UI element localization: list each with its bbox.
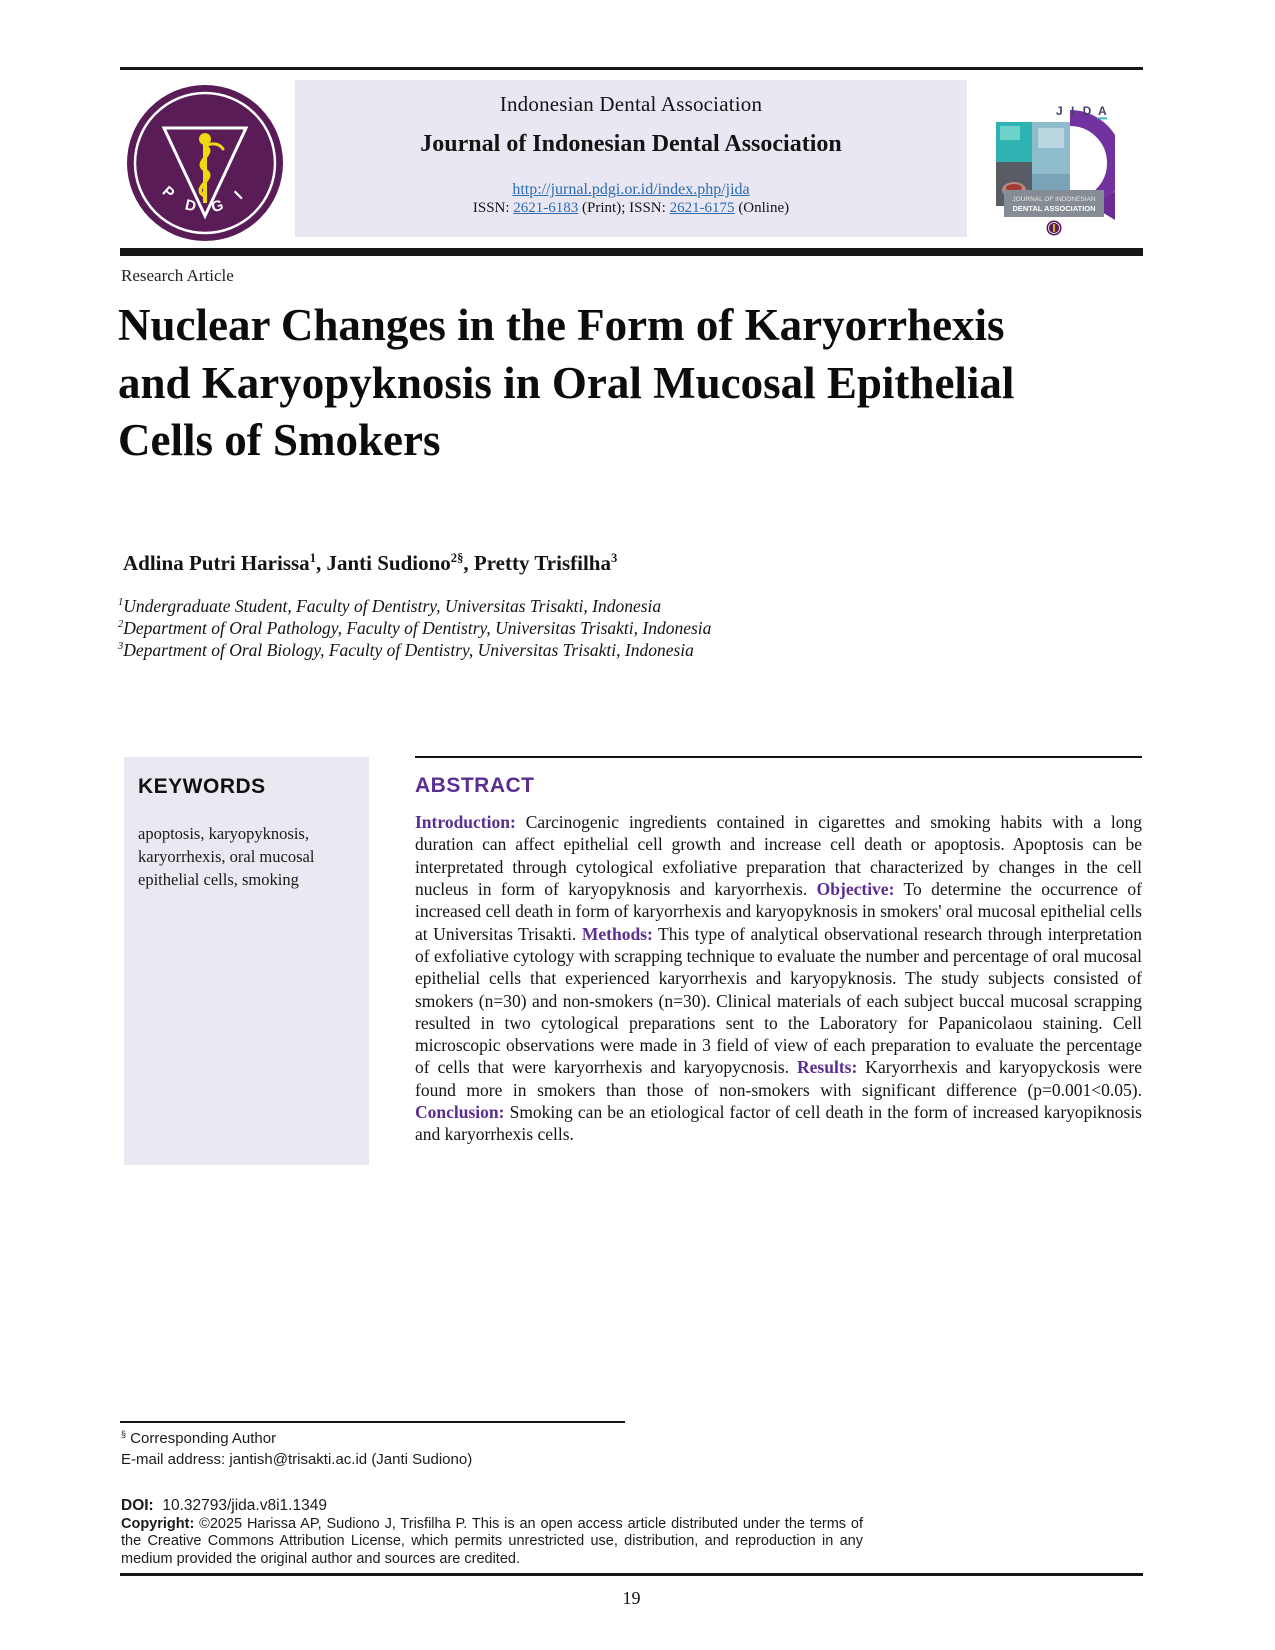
article-title: Nuclear Changes in the Form of Karyorrhexis and Karyopyknosis in Oral Mucosal Epithelial Cells of Smokers bbox=[118, 300, 1015, 466]
cover-jida-a: A bbox=[1098, 104, 1107, 118]
journal-title: Journal of Indonesian Dental Association bbox=[420, 131, 842, 157]
authors-line: Adlina Putri Harissa$^1$, Janti Sudiono$^{2\S}$, Pretty Trisfilha$^3$ bbox=[123, 551, 618, 575]
journal-url-link[interactable]: http://jurnal.pdgi.or.id/index.php/jida bbox=[512, 181, 750, 198]
doi-label: DOI: bbox=[121, 1497, 154, 1514]
bottom-rule bbox=[120, 1573, 1143, 1576]
keywords-box bbox=[124, 757, 369, 1165]
affiliations bbox=[118, 595, 711, 661]
page-number: 19 bbox=[622, 1588, 641, 1608]
journal-cover-thumbnail bbox=[994, 98, 1115, 240]
issn-online-link[interactable]: 2621-6175 bbox=[669, 200, 735, 216]
masthead-band bbox=[295, 80, 967, 237]
issn-line bbox=[295, 200, 967, 217]
abstract-label: Introduction: bbox=[415, 812, 516, 832]
abstract-paragraph: Introduction: Carcinogenic ingredients contained in cigarettes and smoking habits with a long duration can affect epithelial cell growth and increase cell death or apoptosis. Apoptosis can be interpretated through cytological exfoliative preparation that characterized by changes in the cell nucleus in form of karyopyknosis and karyorrhexis. Objective: To determine the occurrence of increased cell death in form of karyorrhexis and karyopyknosis in smokers' oral mucosal epithelial cells at Universitas Trisakti. Methods: This type of analytical observational research through interpretation of exfoliative cytology with scrapping technique to evaluate the number and percentage of oral mucosal epithelial cells that experienced karyorrhexis and karyopyknosis. The study subjects consisted of smokers (n=30) and non-smokers (n=30). Clinical materials of each subject buccal mucosal scrapping resulted in two cytological preparations sent to the Laboratory for Papanicolaou staining. Cell microscopic observations were made in 3 field of view of each preparation to evaluate the percentage of cells that were karyorrhexis and karyopycnosis. Results: Karyorrhexis and karyopyckosis were found more in smokers than those of non-smokers with significant difference (p=0.001<0.05). Conclusion: Smoking can be an etiological factor of cell death in the form of increased karyopiknosis and karyorrhexis cells. bbox=[415, 812, 1142, 1145]
issn-mid: (Print); ISSN: bbox=[578, 200, 670, 216]
author-name: Adlina Putri Harissa bbox=[123, 551, 310, 575]
author-name: Janti Sudiono bbox=[326, 551, 451, 575]
abstract-heading: ABSTRACT bbox=[415, 774, 535, 797]
author-name: Pretty Trisfilha bbox=[473, 551, 611, 575]
abstract-label: Objective: bbox=[816, 878, 895, 899]
author-sup: 2§ bbox=[450, 551, 464, 565]
abstract-rule bbox=[415, 756, 1142, 758]
keywords-text: apoptosis, karyopyknosis, karyorrhexis, oral mucosal epithelial cells, smoking bbox=[138, 824, 315, 889]
doi-value: 10.32793/jida.v8i1.1349 bbox=[153, 1497, 327, 1514]
masthead bbox=[120, 80, 1143, 238]
association-name: Indonesian Dental Association bbox=[499, 92, 763, 116]
header-divider bbox=[120, 248, 1143, 256]
issn-label: ISSN: bbox=[472, 200, 514, 216]
affiliation-line: $^3$Department of Oral Biology, Faculty of Dentistry, Universitas Trisakti, Indonesia bbox=[118, 640, 694, 660]
article-type-label: Research Article bbox=[121, 266, 234, 285]
copyright-note: Copyright: ©2025 Harissa AP, Sudiono J, Trisfilha P. This is an open access article distributed under the terms of the Creative Commons Attribution License, which permits unrestricted use, distribution, and reproduction in any medium provided the original author and sources are credited. bbox=[121, 1516, 863, 1567]
cover-jida-letters: J I D bbox=[1056, 104, 1094, 118]
footnote-rule bbox=[120, 1421, 625, 1423]
copyright-label: Copyright: bbox=[121, 1516, 195, 1532]
author-sup: 1 bbox=[309, 551, 316, 565]
author-sup: 3 bbox=[610, 551, 618, 565]
abstract-section bbox=[415, 756, 1142, 1146]
issn-suffix: (Online) bbox=[734, 200, 790, 216]
email-note: E-mail address: jantish@trisakti.ac.id (Janti Sudiono) bbox=[121, 1451, 473, 1468]
affiliation-line: $^1$Undergraduate Student, Faculty of Dentistry, Universitas Trisakti, Indonesia bbox=[118, 596, 662, 616]
corresponding-author-note: § Corresponding Author bbox=[121, 1429, 277, 1447]
pdgi-logo bbox=[125, 83, 285, 243]
cover-band-line1: JOURNAL OF INDONESIAN bbox=[1012, 196, 1096, 203]
pdgi-logo-letters: P D G I bbox=[158, 182, 252, 217]
abstract-label: Methods: bbox=[581, 923, 653, 944]
abstract-label: Conclusion: bbox=[415, 1102, 505, 1123]
affiliation-line: $^2$Department of Oral Pathology, Faculty of Dentistry, Universitas Trisakti, Indonesia bbox=[118, 618, 712, 638]
keywords-heading: KEYWORDS bbox=[138, 775, 266, 798]
abstract-label: Results: bbox=[797, 1057, 858, 1078]
issn-print-link[interactable]: 2621-6183 bbox=[513, 200, 579, 216]
top-rule bbox=[120, 67, 1143, 70]
cover-band-line2: DENTAL ASSOCIATION bbox=[1012, 204, 1096, 213]
journal-cover-art bbox=[994, 98, 1115, 240]
pdgi-logo-icon bbox=[125, 83, 285, 243]
doi-line bbox=[121, 1497, 327, 1515]
